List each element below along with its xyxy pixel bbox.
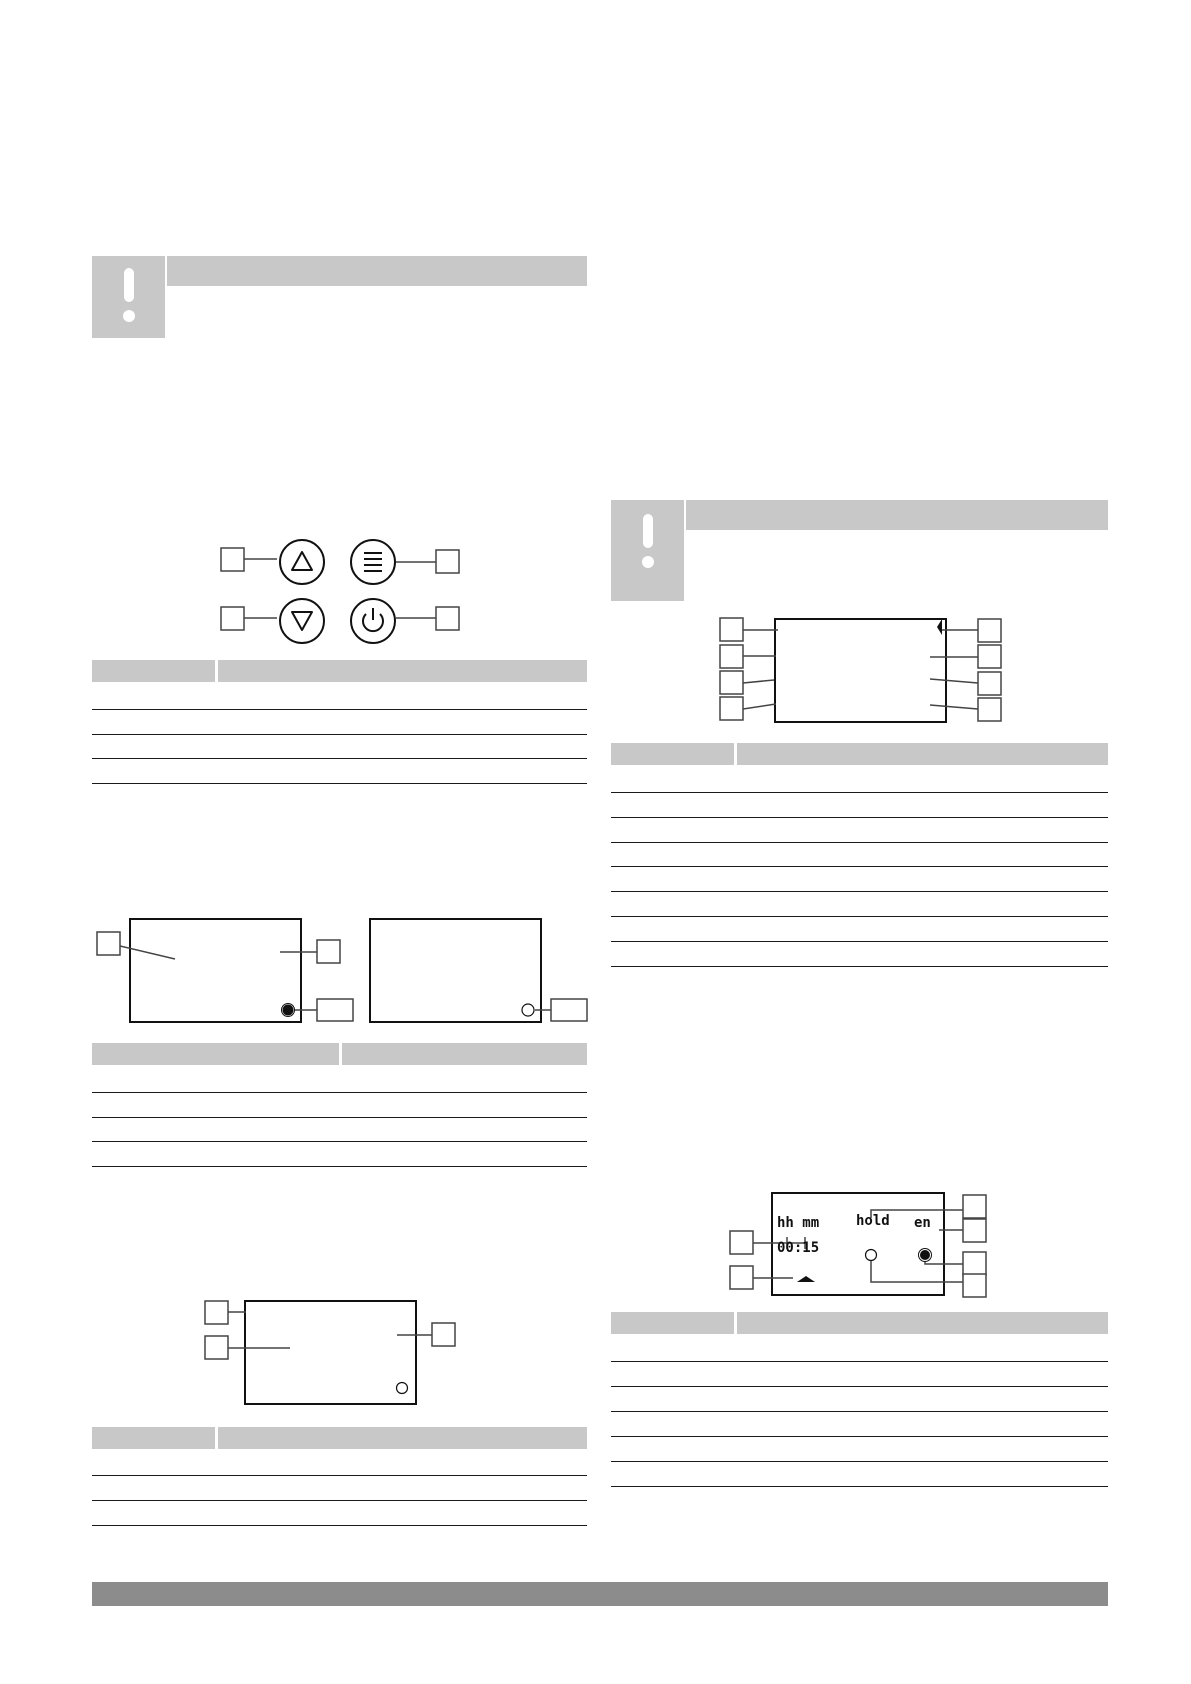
keypad-diagram <box>210 535 470 655</box>
callout-menu <box>396 550 459 573</box>
exclamation-icon <box>637 514 659 574</box>
table-4-header <box>611 743 1108 765</box>
table-5-rule <box>611 1361 1108 1362</box>
table-2-rule <box>92 1166 587 1167</box>
callout-power <box>396 607 459 630</box>
power-icon[interactable] <box>351 599 395 643</box>
notice-title-bar <box>167 256 587 286</box>
notice-icon-box <box>92 256 165 338</box>
display-diagram-a-callouts <box>95 930 355 1030</box>
table-2-header <box>92 1043 587 1065</box>
display-diagram-b-callouts <box>515 995 595 1025</box>
timer-units-label: hh mm <box>777 1215 820 1231</box>
table-4-rule <box>611 842 1108 843</box>
table-4-rule <box>611 817 1108 818</box>
notice-title-bar <box>686 500 1108 530</box>
notice-icon-box <box>611 500 684 601</box>
table-5-rule <box>611 1461 1108 1462</box>
arrow-down-icon[interactable] <box>280 599 324 643</box>
table-2-rule <box>92 1092 587 1093</box>
table-1-rule <box>92 709 587 710</box>
table-5-rule <box>611 1486 1108 1487</box>
footer-bar <box>92 1582 1108 1606</box>
table-3-rule <box>92 1475 587 1476</box>
table-1-rule <box>92 783 587 784</box>
hold-label: hold <box>856 1213 890 1229</box>
table-4-rule <box>611 866 1108 867</box>
menu-icon[interactable] <box>351 540 395 584</box>
table-5-rule <box>611 1386 1108 1387</box>
table-4-rule <box>611 966 1108 967</box>
table-4-rule <box>611 941 1108 942</box>
table-2-rule <box>92 1117 587 1118</box>
table-4-rule <box>611 792 1108 793</box>
timer-value: 00:15 <box>777 1240 820 1256</box>
table-1-rule <box>92 734 587 735</box>
table-3-header <box>92 1427 587 1449</box>
table-3-rule <box>92 1525 587 1526</box>
callout-up <box>221 548 277 571</box>
exclamation-icon <box>118 268 140 328</box>
callout-down <box>221 607 277 630</box>
table-1-rule <box>92 758 587 759</box>
language-label: en <box>914 1215 931 1231</box>
table-5-rule <box>611 1436 1108 1437</box>
timer-display-text <box>771 1192 945 1296</box>
table-3-rule <box>92 1500 587 1501</box>
table-2-rule <box>92 1141 587 1142</box>
display-diagram-c-callouts <box>200 1298 470 1398</box>
display-diagram-d-callouts <box>718 615 1008 730</box>
table-5-header <box>611 1312 1108 1334</box>
table-4-rule <box>611 891 1108 892</box>
table-4-rule <box>611 916 1108 917</box>
arrow-up-icon[interactable] <box>280 540 324 584</box>
table-5-rule <box>611 1411 1108 1412</box>
table-1-header <box>92 660 587 682</box>
